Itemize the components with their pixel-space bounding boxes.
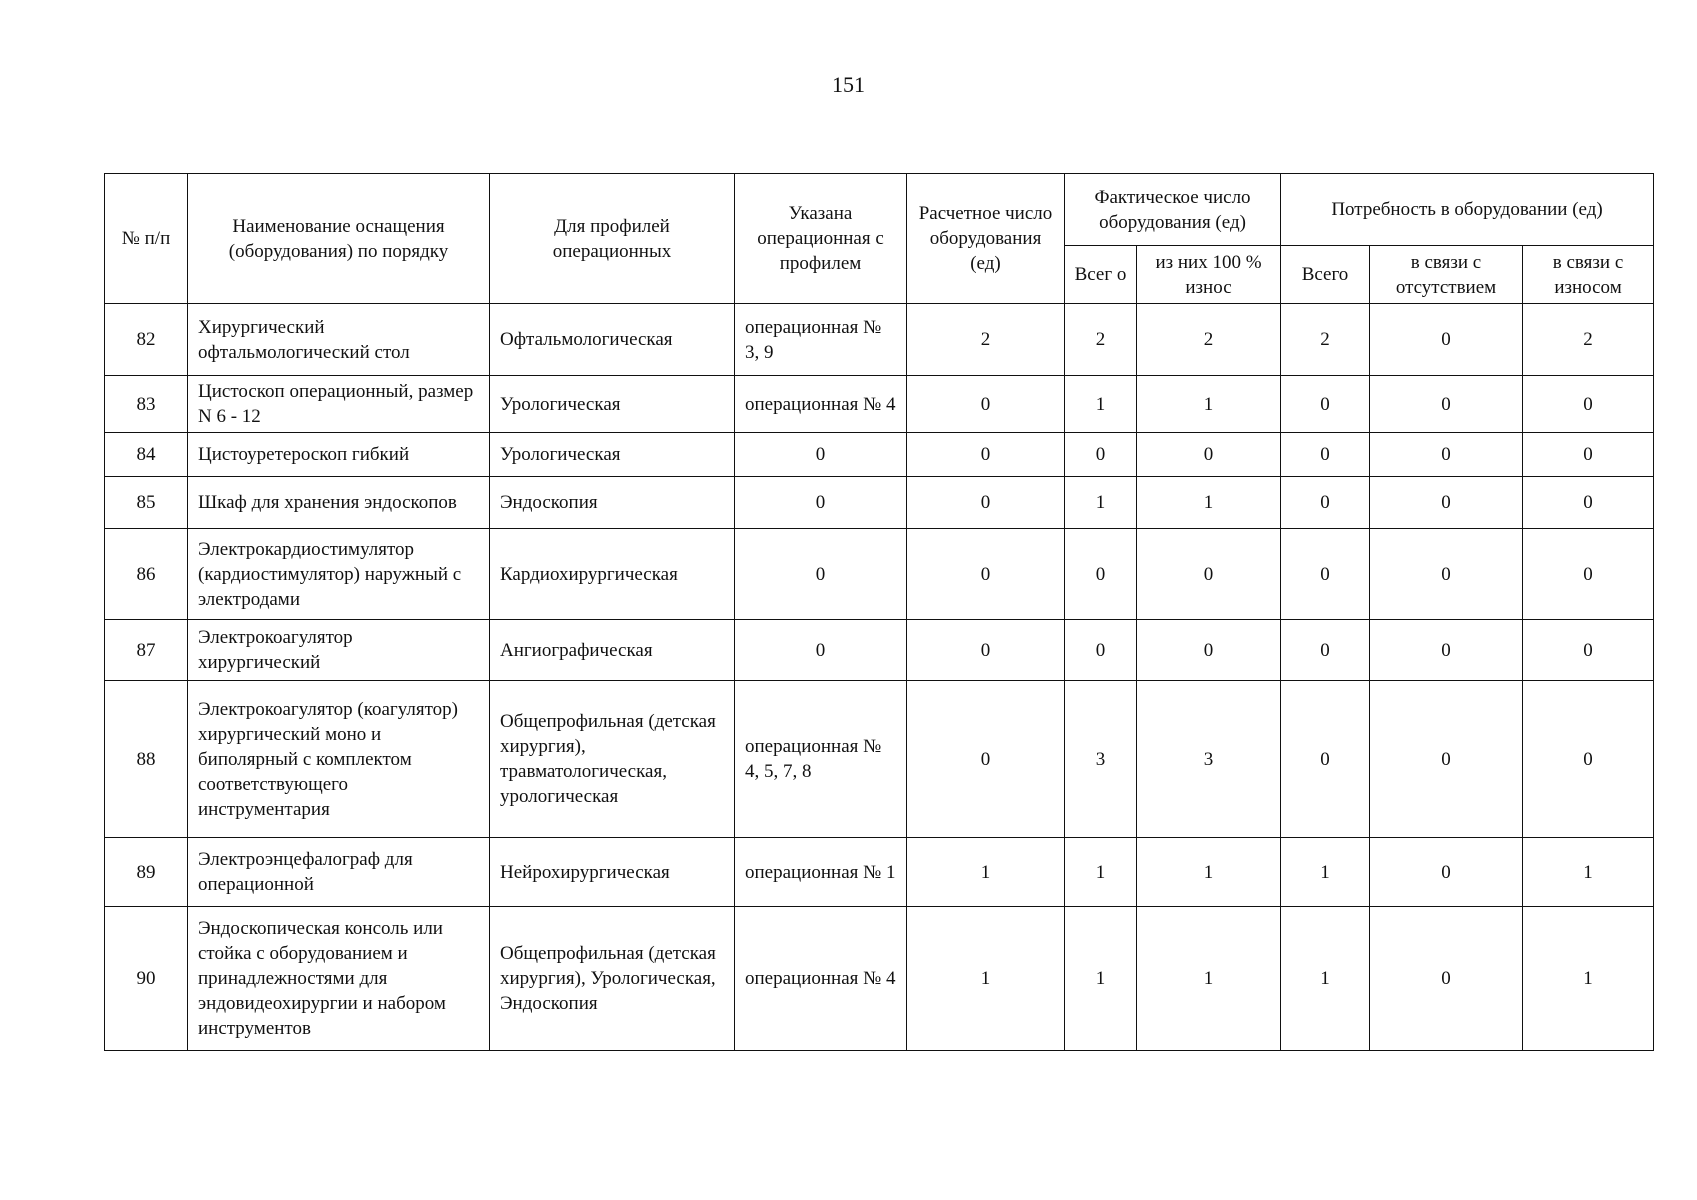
cell-num: 90	[105, 907, 188, 1051]
table-row	[105, 620, 1654, 681]
cell-operating: 0	[735, 433, 907, 477]
equipment-table	[104, 173, 1654, 1051]
cell-actual-worn: 2	[1137, 304, 1281, 376]
cell-actual-worn: 3	[1137, 681, 1281, 838]
cell-actual-total: 0	[1065, 529, 1137, 620]
cell-name: Электроэнцефалограф для операционной	[188, 838, 490, 907]
page-number: 151	[832, 72, 865, 97]
cell-actual-total: 1	[1065, 376, 1137, 433]
cell-profile: Урологическая	[490, 376, 735, 433]
table-row	[105, 838, 1654, 907]
cell-name: Электрокоагулятор хирургический	[188, 620, 490, 681]
cell-need-wear: 1	[1523, 907, 1654, 1051]
cell-need-total: 1	[1281, 907, 1370, 1051]
table-header	[105, 174, 1654, 304]
table-row	[105, 477, 1654, 529]
header-calc: Расчетное число оборудования (ед)	[907, 174, 1065, 304]
cell-calc: 1	[907, 907, 1065, 1051]
cell-need-wear: 0	[1523, 433, 1654, 477]
cell-actual-total: 3	[1065, 681, 1137, 838]
cell-need-wear: 0	[1523, 529, 1654, 620]
cell-need-total: 0	[1281, 433, 1370, 477]
cell-operating: операционная № 1	[735, 838, 907, 907]
cell-actual-worn: 0	[1137, 529, 1281, 620]
cell-need-absence: 0	[1370, 433, 1523, 477]
cell-operating: операционная № 4	[735, 376, 907, 433]
header-actual-total: Всег о	[1065, 246, 1137, 304]
cell-profile: Кардиохирургическая	[490, 529, 735, 620]
cell-num: 87	[105, 620, 188, 681]
cell-need-total: 0	[1281, 681, 1370, 838]
cell-profile: Общепрофильная (детская хирургия), Урологическая, Эндоскопия	[490, 907, 735, 1051]
cell-profile: Урологическая	[490, 433, 735, 477]
cell-need-total: 2	[1281, 304, 1370, 376]
cell-need-total: 0	[1281, 477, 1370, 529]
header-operating: Указана операционная с профилем	[735, 174, 907, 304]
cell-actual-worn: 0	[1137, 433, 1281, 477]
cell-need-wear: 0	[1523, 376, 1654, 433]
cell-need-absence: 0	[1370, 838, 1523, 907]
cell-actual-total: 1	[1065, 838, 1137, 907]
cell-num: 86	[105, 529, 188, 620]
header-actual-group: Фактическое число оборудования (ед)	[1065, 174, 1281, 246]
table-row	[105, 304, 1654, 376]
cell-need-total: 1	[1281, 838, 1370, 907]
cell-calc: 0	[907, 529, 1065, 620]
cell-profile: Общепрофильная (детская хирургия), травматологическая, урологическая	[490, 681, 735, 838]
cell-actual-worn: 1	[1137, 376, 1281, 433]
cell-actual-total: 1	[1065, 477, 1137, 529]
cell-name: Хирургический офтальмологический стол	[188, 304, 490, 376]
cell-need-wear: 1	[1523, 838, 1654, 907]
cell-need-absence: 0	[1370, 907, 1523, 1051]
cell-name: Шкаф для хранения эндоскопов	[188, 477, 490, 529]
cell-profile: Офтальмологическая	[490, 304, 735, 376]
cell-need-wear: 0	[1523, 620, 1654, 681]
cell-profile: Нейрохирургическая	[490, 838, 735, 907]
header-profile: Для профилей операционных	[490, 174, 735, 304]
header-need-group: Потребность в оборудовании (ед)	[1281, 174, 1654, 246]
cell-name: Эндоскопическая консоль или стойка с оборудованием и принадлежностями для эндовидеохирургии и набором инструментов	[188, 907, 490, 1051]
cell-operating: 0	[735, 529, 907, 620]
cell-calc: 0	[907, 477, 1065, 529]
cell-num: 83	[105, 376, 188, 433]
cell-calc: 2	[907, 304, 1065, 376]
cell-actual-worn: 1	[1137, 907, 1281, 1051]
cell-num: 88	[105, 681, 188, 838]
cell-operating: операционная № 4, 5, 7, 8	[735, 681, 907, 838]
table-body	[105, 304, 1654, 1051]
cell-calc: 0	[907, 433, 1065, 477]
cell-actual-total: 0	[1065, 620, 1137, 681]
cell-need-wear: 0	[1523, 477, 1654, 529]
cell-need-absence: 0	[1370, 529, 1523, 620]
cell-calc: 0	[907, 681, 1065, 838]
cell-num: 82	[105, 304, 188, 376]
cell-actual-worn: 0	[1137, 620, 1281, 681]
header-need-absence: в связи с отсутствием	[1370, 246, 1523, 304]
table-row	[105, 681, 1654, 838]
cell-actual-worn: 1	[1137, 838, 1281, 907]
header-name: Наименование оснащения (оборудования) по порядку	[188, 174, 490, 304]
cell-need-absence: 0	[1370, 681, 1523, 838]
cell-num: 89	[105, 838, 188, 907]
cell-actual-worn: 1	[1137, 477, 1281, 529]
cell-name: Цистоуретероскоп гибкий	[188, 433, 490, 477]
cell-calc: 0	[907, 376, 1065, 433]
cell-need-wear: 0	[1523, 681, 1654, 838]
cell-calc: 0	[907, 620, 1065, 681]
cell-num: 84	[105, 433, 188, 477]
header-num: № п/п	[105, 174, 188, 304]
table-row	[105, 907, 1654, 1051]
cell-actual-total: 2	[1065, 304, 1137, 376]
cell-name: Электрокардиостимулятор (кардиостимулятор) наружный с электродами	[188, 529, 490, 620]
table-row	[105, 376, 1654, 433]
cell-operating: операционная № 4	[735, 907, 907, 1051]
cell-need-absence: 0	[1370, 304, 1523, 376]
table-row	[105, 433, 1654, 477]
cell-need-absence: 0	[1370, 477, 1523, 529]
cell-profile: Эндоскопия	[490, 477, 735, 529]
cell-operating: операционная № 3, 9	[735, 304, 907, 376]
cell-operating: 0	[735, 477, 907, 529]
cell-name: Электрокоагулятор (коагулятор) хирургический моно и биполярный с комплектом соответствующего инструментария	[188, 681, 490, 838]
cell-num: 85	[105, 477, 188, 529]
header-need-wear: в связи с износом	[1523, 246, 1654, 304]
table-row	[105, 529, 1654, 620]
cell-need-absence: 0	[1370, 376, 1523, 433]
cell-need-wear: 2	[1523, 304, 1654, 376]
cell-actual-total: 1	[1065, 907, 1137, 1051]
cell-need-total: 0	[1281, 620, 1370, 681]
header-need-total: Всего	[1281, 246, 1370, 304]
cell-name: Цистоскоп операционный, размер N 6 - 12	[188, 376, 490, 433]
cell-profile: Ангиографическая	[490, 620, 735, 681]
cell-operating: 0	[735, 620, 907, 681]
cell-need-absence: 0	[1370, 620, 1523, 681]
cell-calc: 1	[907, 838, 1065, 907]
cell-actual-total: 0	[1065, 433, 1137, 477]
cell-need-total: 0	[1281, 376, 1370, 433]
header-actual-worn: из них 100 % износ	[1137, 246, 1281, 304]
cell-need-total: 0	[1281, 529, 1370, 620]
